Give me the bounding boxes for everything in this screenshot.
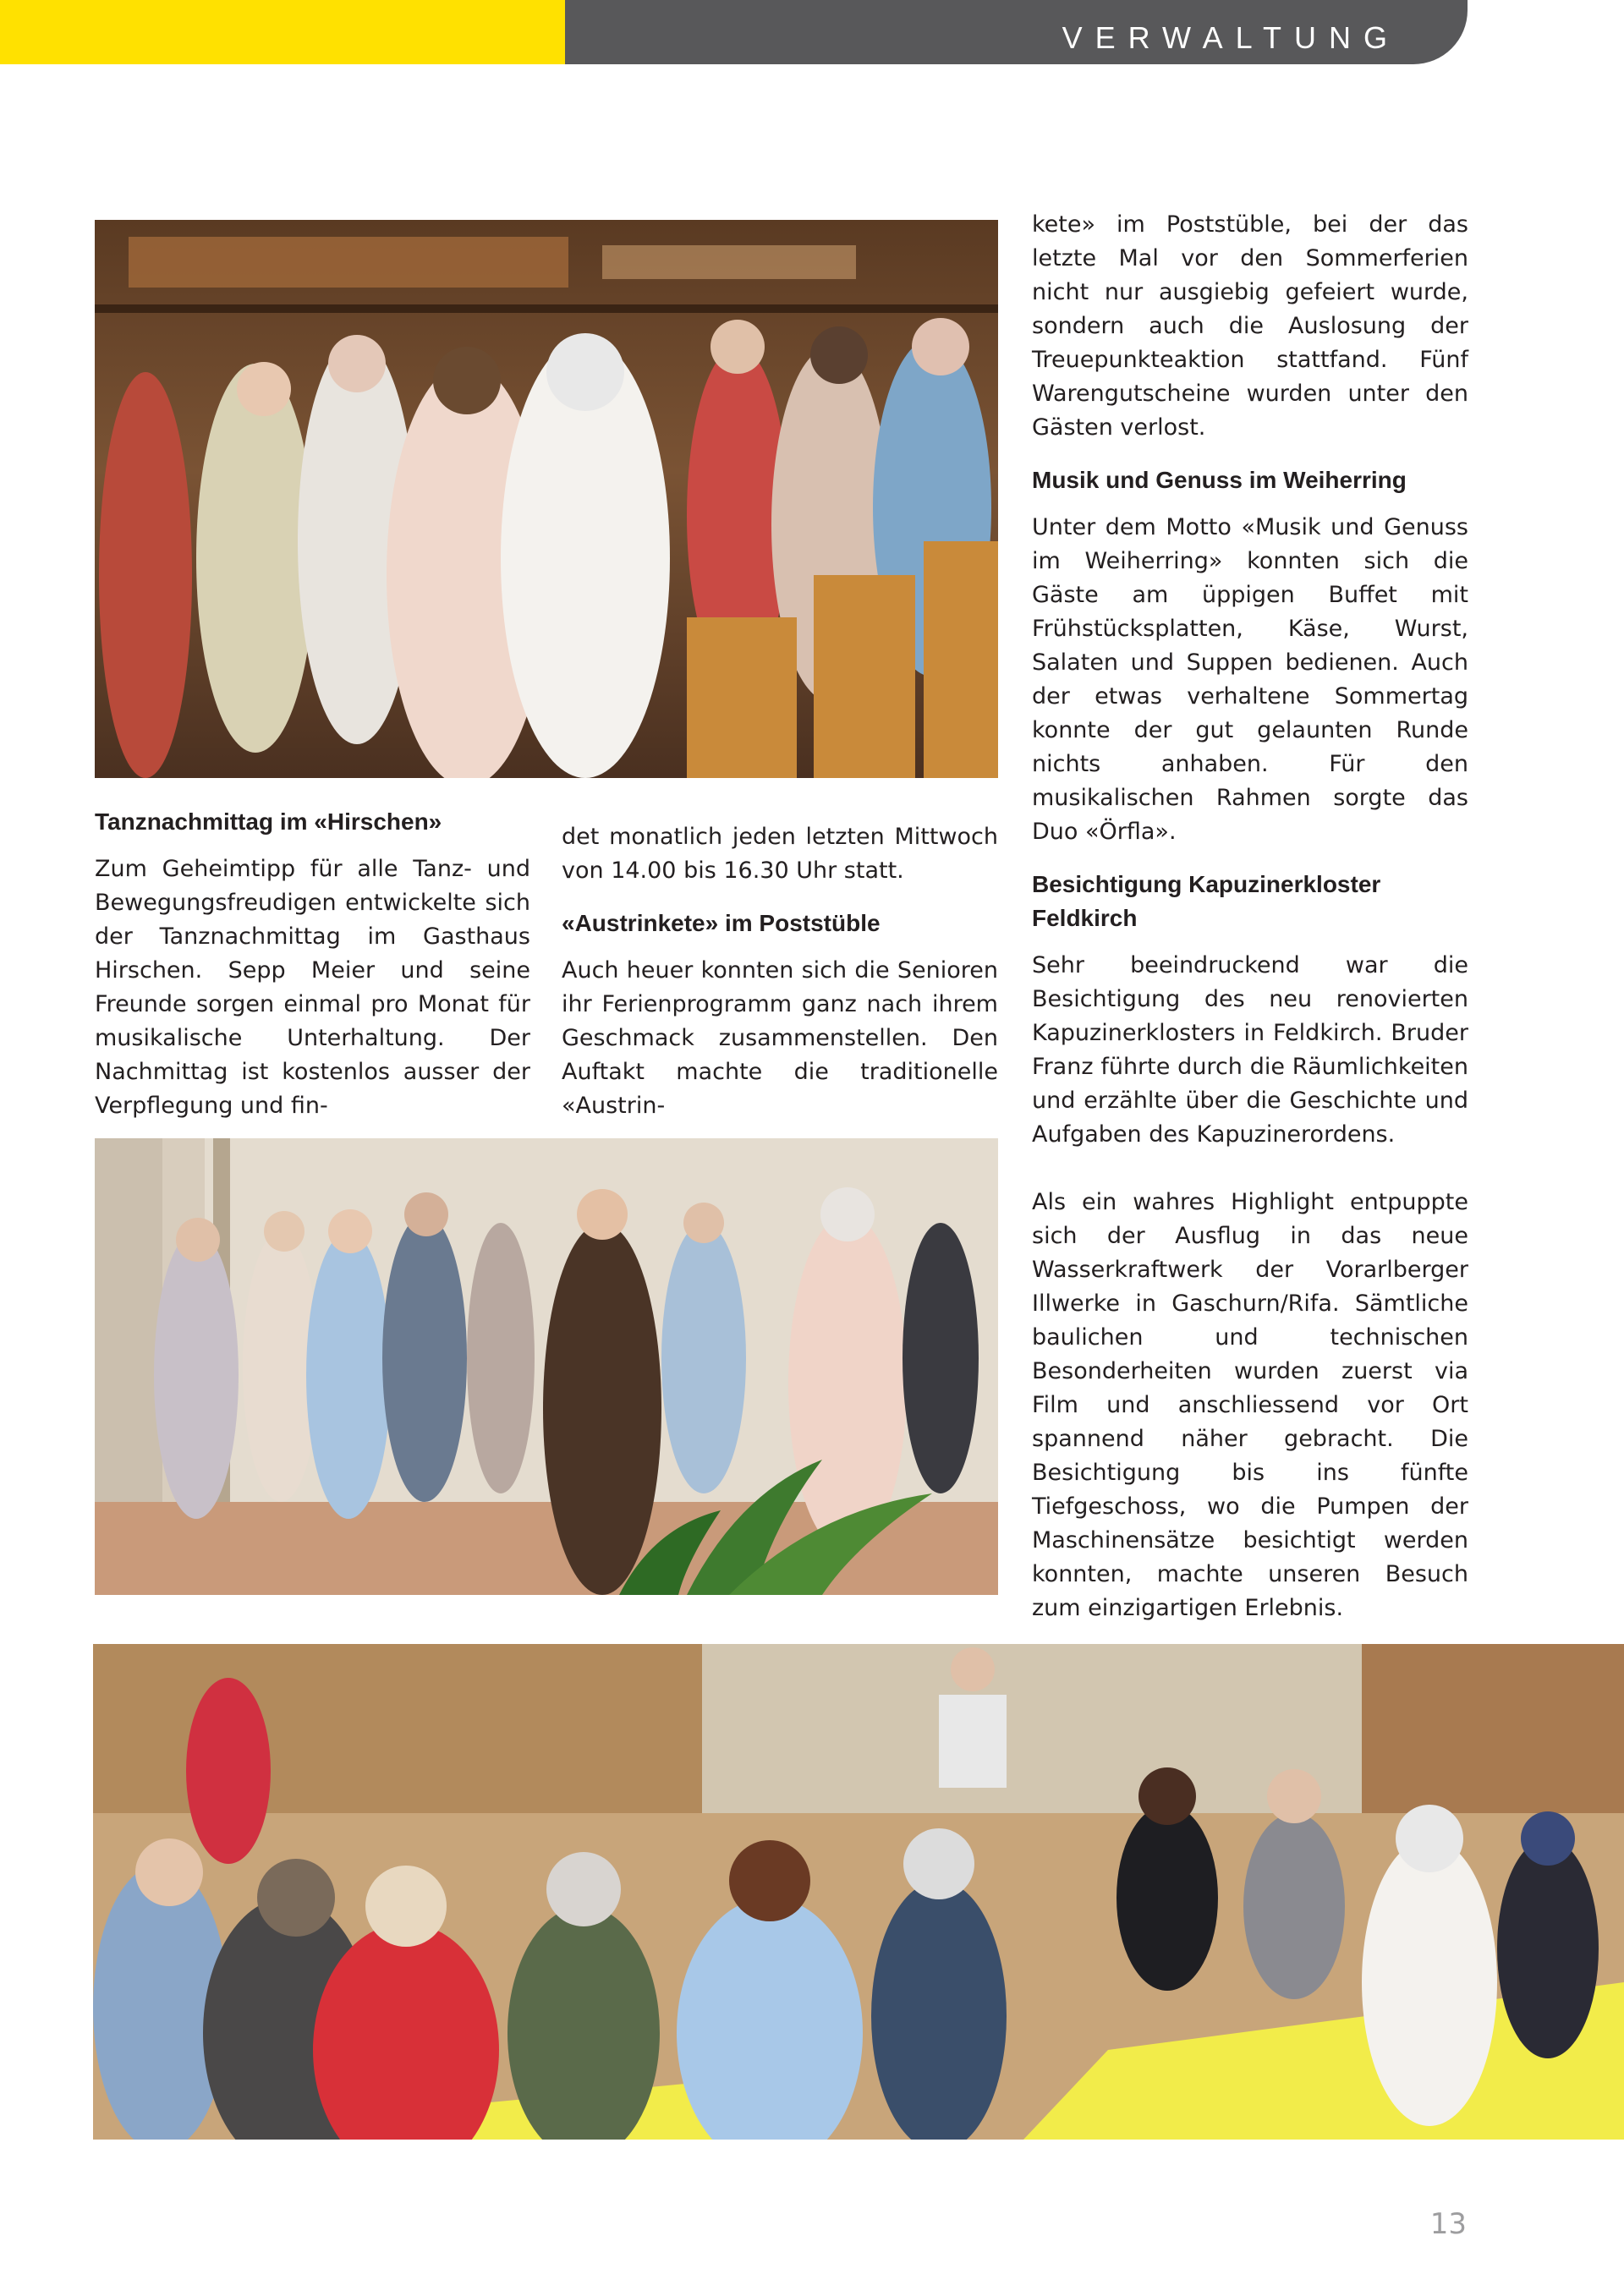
lunch-photo bbox=[93, 1644, 1624, 2140]
heading-tanznachmittag: Tanznachmittag im «Hirschen» bbox=[95, 808, 442, 835]
section-title: VERWALTUNG bbox=[1062, 20, 1400, 55]
paragraph-kapuzinerkloster: Sehr beeindruckend war die Besichtigung des neu renovierten Kapuzinerklosters in Feldkirch. Bruder Franz führte durch die Räumlichkeiten und erzählte über die Geschichte und Aufgaben des Kapuzinerordens. bbox=[1032, 952, 1468, 1148]
paragraph-austrinkete-continued: kete» im Poststüble, bei der das letzte Mal vor den Sommerferien nicht nur ausgiebig gefeiert wurde, sondern auch die Auslosung der Treuepunkteaktion stattfand. Fünf Warengutscheine wurden unter den Gästen verlost. bbox=[1032, 211, 1468, 441]
paragraph-tanznachmittag: Zum Geheimtipp für alle Tanz- und Bewegungsfreudigen entwickelte sich der Tanznachmittag im Gasthaus Hirschen. Sepp Meier und seine Freunde sorgen einmal pro Monat für musikalische Unterhaltung. Der Nachmittag ist kostenlos ausser der Verpflegung und fin- bbox=[95, 856, 530, 1119]
heading-kapuzinerkloster: Besichtigung Kapuzinerkloster Feldkirch bbox=[1032, 871, 1381, 931]
column-1 bbox=[95, 805, 530, 1123]
paragraph-wasserkraftwerk: Als ein wahres Highlight entpuppte sich der Ausflug in das neue Wasserkraftwerk der Vorarlberger Illwerke in Gaschurn/Rifa. Sämtliche baulichen und technischen Besonderheiten wurden zuerst via Film und anschliessend vor Ort spannend näher gebracht. Die Besichtigung bis ins fünfte Tiefgeschoss, wo die Pumpen der Maschinensätze besichtigt werden konnten, machte unseren Besuch zum einzigartigen Erlebnis. bbox=[1032, 1189, 1468, 1621]
header-yellow-bar bbox=[0, 0, 565, 64]
dance-hall-photo bbox=[95, 220, 998, 778]
header-section-bar bbox=[565, 0, 1468, 64]
page-number: 13 bbox=[1429, 2207, 1467, 2241]
paragraph-continuation: det monatlich jeden letzten Mittwoch von 14.00 bis 16.30 Uhr statt. bbox=[562, 824, 998, 884]
monastery-photo bbox=[95, 1138, 998, 1595]
column-2 bbox=[562, 820, 998, 1123]
paragraph-musik-genuss: Unter dem Motto «Musik und Genuss im Weiherring» konnten sich die Gäste am üppigen Buffet mit Frühstücksplatten, Käse, Wurst, Salaten und Suppen bedienen. Auch der etwas verhaltene Sommertag konnte der gut gelaunten Runde nichts anhaben. Für den musikalischen Rahmen sorgte das Duo «Örfla». bbox=[1032, 514, 1468, 845]
heading-musik-genuss: Musik und Genuss im Weiherring bbox=[1032, 467, 1407, 493]
paragraph-austrinkete: Auch heuer konnten sich die Senioren ihr Ferienprogramm ganz nach ihrem Geschmack zusammenstellen. Den Auftakt machte die traditionelle «Austrin- bbox=[562, 957, 998, 1119]
heading-austrinkete: «Austrinkete» im Poststüble bbox=[562, 910, 881, 936]
column-3 bbox=[1032, 208, 1468, 1727]
